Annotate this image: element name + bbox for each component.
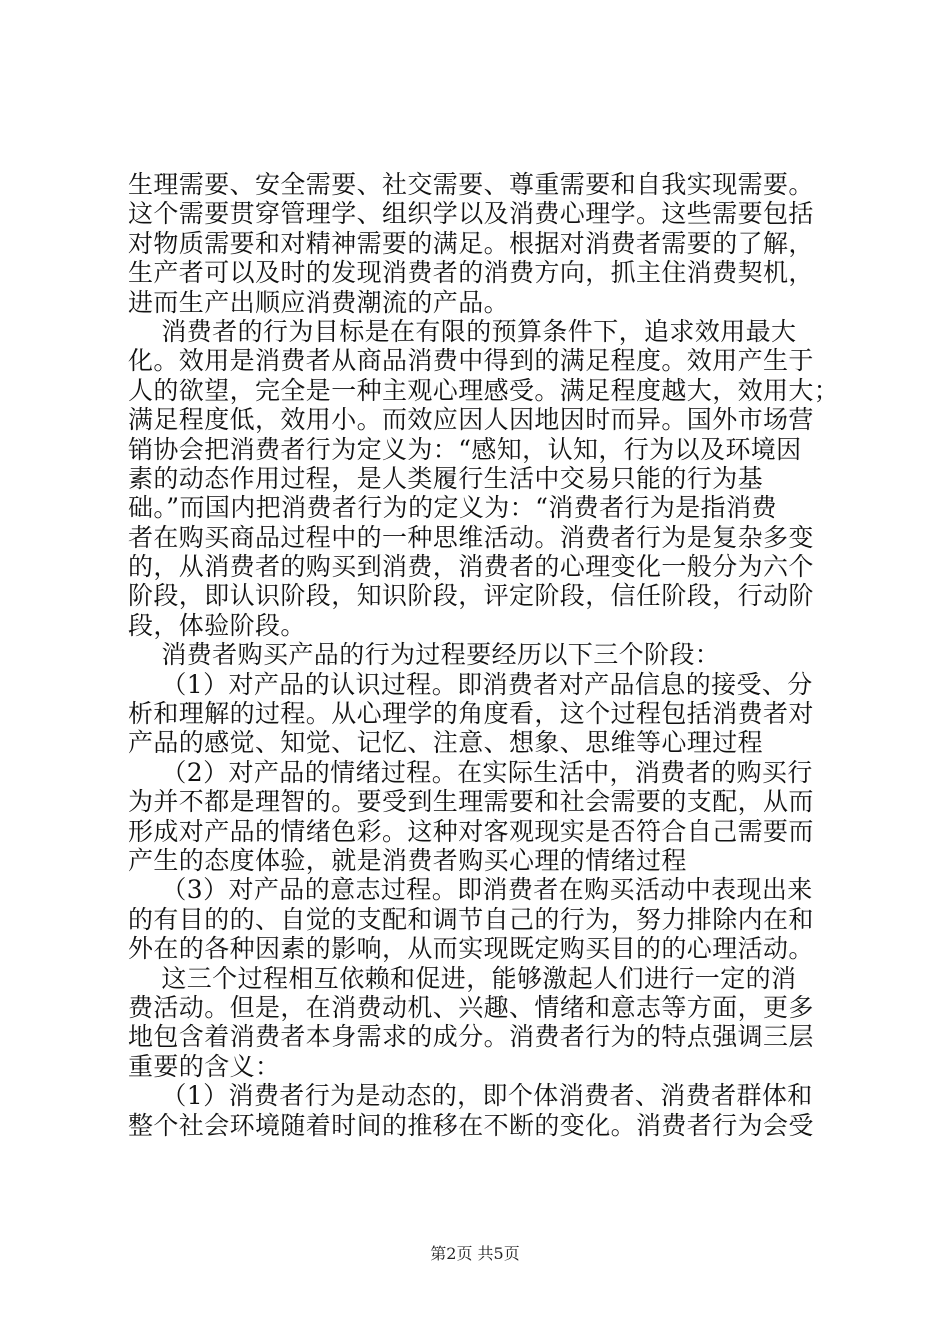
text-line: 这个需要贯穿管理学、组织学以及消费心理学。这些需要包括: [128, 199, 814, 229]
text-line: 满足程度低，效用小。而效应因人因地因时而异。国外市场营: [128, 405, 814, 435]
text-line: 的，从消费者的购买到消费，消费者的心理变化一般分为六个: [128, 552, 814, 582]
paragraph: [128, 317, 848, 640]
text-line: 础。”而国内把消费者行为的定义为：“消费者行为是指消费: [128, 493, 777, 523]
text-line: 形成对产品的情绪色彩。这种对客观现实是否符合自己需要而: [128, 816, 814, 846]
text-line: 对物质需要和对精神需要的满足。根据对消费者需要的了解，: [128, 228, 814, 258]
text-line: 这三个过程相互依赖和促进，能够激起人们进行一定的消: [128, 963, 797, 993]
text-line: （1）对产品的认识过程。即消费者对产品信息的接受、分: [128, 669, 813, 699]
text-line: 析和理解的过程。从心理学的角度看，这个过程包括消费者对: [128, 699, 814, 729]
text-line: 为并不都是理智的。要受到生理需要和社会需要的支配，从而: [128, 787, 814, 817]
text-line: 外在的各种因素的影响，从而实现既定购买目的的心理活动。: [128, 934, 814, 964]
text-line: 段，体验阶段。: [128, 610, 306, 640]
paragraph: [128, 1081, 848, 1140]
text-line: 整个社会环境随着时间的推移在不断的变化。消费者行为会受: [128, 1110, 814, 1140]
text-line: （3）对产品的意志过程。即消费者在购买活动中表现出来: [128, 875, 813, 905]
document-body: [128, 170, 848, 1140]
text-line: 素的动态作用过程，是人类履行生活中交易只能的行为基: [128, 463, 764, 493]
text-line: 产生的态度体验，就是消费者购买心理的情绪过程: [128, 845, 687, 875]
text-line: 化。效用是消费者从商品消费中得到的满足程度。效用产生于: [128, 346, 814, 376]
page-number-footer: 第2页 共5页: [430, 1244, 520, 1263]
text-line: 消费者购买产品的行为过程要经历以下三个阶段：: [128, 640, 721, 670]
text-line: 阶段，即认识阶段，知识阶段，评定阶段，信任阶段，行动阶: [128, 581, 814, 611]
text-line: （2）对产品的情绪过程。在实际生活中，消费者的购买行: [128, 757, 813, 787]
text-line: 进而生产出顺应消费潮流的产品。: [128, 287, 510, 317]
text-line: 生理需要、安全需要、社交需要、尊重需要和自我实现需要。: [128, 170, 814, 199]
text-line: 人的欲望，完全是一种主观心理感受。满足程度越大，效用大；: [128, 375, 840, 405]
paragraph: [128, 875, 848, 963]
paragraph: [128, 170, 848, 317]
text-line: 产品的感觉、知觉、记忆、注意、想象、思维等心理过程: [128, 728, 764, 758]
text-line: 费活动。但是，在消费动机、兴趣、情绪和意志等方面，更多: [128, 992, 814, 1022]
text-line: 重要的含义：: [128, 1051, 281, 1081]
text-line: 地包含着消费者本身需求的成分。消费者行为的特点强调三层: [128, 1022, 814, 1052]
paragraph: [128, 670, 848, 758]
paragraph: [128, 758, 848, 876]
text-line: 消费者的行为目标是在有限的预算条件下，追求效用最大: [128, 316, 797, 346]
paragraph: [128, 964, 848, 1082]
text-line: 者在购买商品过程中的一种思维活动。消费者行为是复杂多变: [128, 522, 814, 552]
text-line: 销协会把消费者行为定义为：“感知，认知，行为以及环境因: [128, 434, 802, 464]
text-line: 的有目的的、自觉的支配和调节自己的行为，努力排除内在和: [128, 904, 814, 934]
paragraph: [128, 640, 848, 669]
text-line: 生产者可以及时的发现消费者的消费方向，抓主住消费契机，: [128, 258, 814, 288]
text-line: （1）消费者行为是动态的，即个体消费者、消费者群体和: [128, 1081, 813, 1111]
